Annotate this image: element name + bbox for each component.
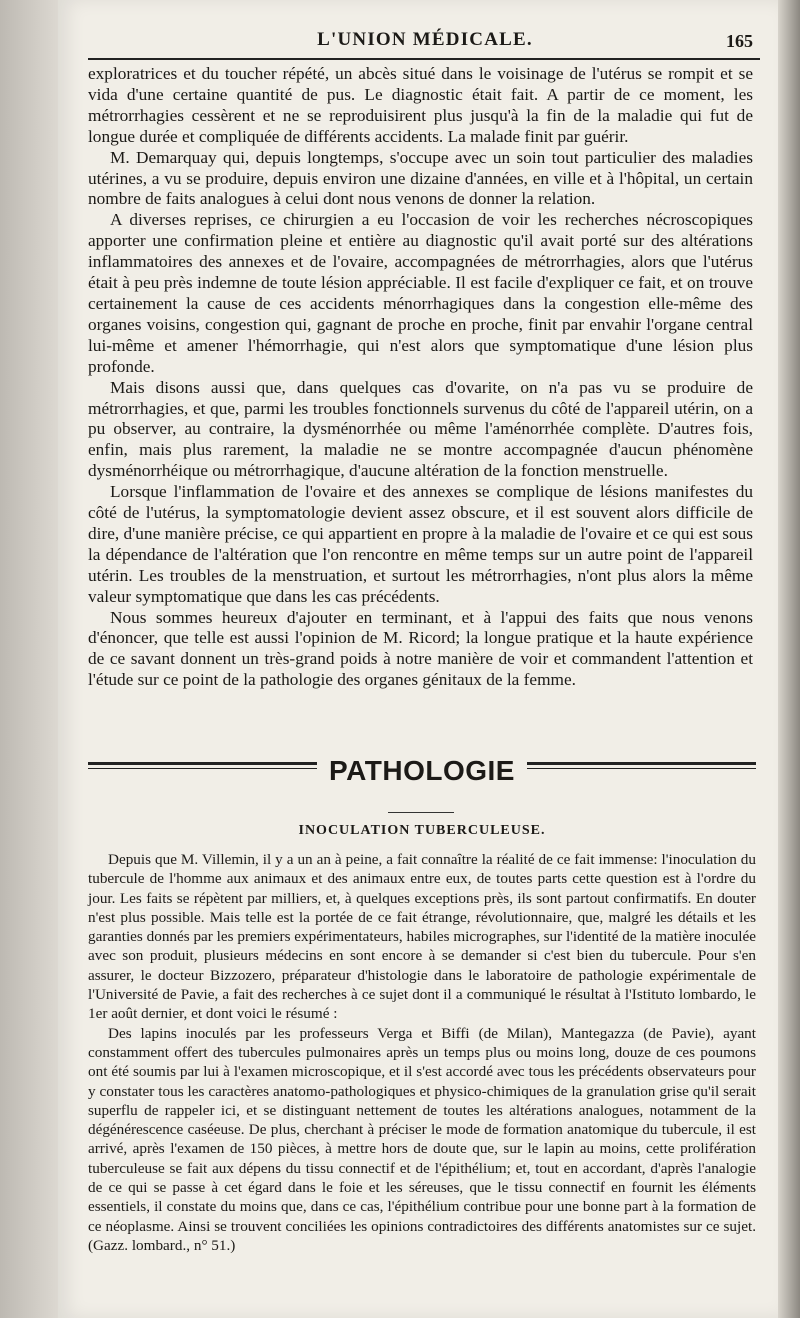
article-body — [88, 850, 756, 1255]
page-edge — [778, 0, 800, 1318]
paragraph: M. Demarquay qui, depuis longtemps, s'occupe avec un soin tout particulier des maladies utérines, a vu se produire, depuis environ une dizaine d'années, en ville et à l'hôpital, un certain nombre de faits analogues à celui dont nous venons de donner la relation. — [88, 147, 753, 209]
header-rule — [88, 58, 760, 60]
continued-article — [88, 64, 753, 691]
paragraph: Mais disons aussi que, dans quelques cas d'ovarite, on n'a pas vu se produire de métrorrhagies, et que, parmi les troubles fonctionnels survenus du côté de l'appareil utérin, on a pu observer, au contraire, la dysménorrhée ou même l'aménorrhée complète. D'autres fois, enfin, mais plus rarement, la maladie ne se montre accompagnée d'aucun phénomène dysménorrhéique ou métrorrhagique, d'aucune altération de la fonction menstruelle. — [88, 377, 753, 481]
page-header — [85, 25, 765, 55]
paragraph: Nous sommes heureux d'ajouter en terminant, et à l'appui des faits que nous venons d'énoncer, que telle est aussi l'opinion de M. Ricord; la longue pratique et la haute expérience de ce savant donnent un très-grand poids à notre manière de voir et commandent l'attention et l'étude sur ce point de la pathologie des organes génitaux de la femme. — [88, 607, 753, 690]
title-divider — [388, 812, 454, 813]
article-paragraph: Depuis que M. Villemin, il y a un an à peine, a fait connaître la réalité de ce fait immense: l'inoculation du tubercule de l'homme aux animaux et des animaux entre eux, de toutes parts cette question est à l'ordre du jour. Les faits se répètent par milliers, et, à quelques exceptions près, ils sont partout confirmatifs. En douter n'est plus possible. Mais telle est la portée de ce fait étrange, révolutionnaire, que, malgré les détails et les garanties donnés par les premiers expérimentateurs, habiles micrographes, sur l'identité de la matière inoculée avec son produit, plusieurs médecins en sont encore à se demander si c'est bien du tubercule. Pour s'en assurer, le docteur Bizzozero, préparateur d'histologie dans le laboratoire de pathologie expérimentale de l'Université de Pavie, a fait des recherches à ce sujet dont il a communiqué le résultat à l'Istituto lombardo, le 1er août dernier, et dont voici le résumé : — [88, 851, 756, 1023]
paragraph: exploratrices et du toucher répété, un abcès situé dans le voisinage de l'utérus se rompit et se vida d'une certaine quantité de pus. Le diagnostic était fait. A partir de ce moment, les métrorrhagies cessèrent et ne se reproduisirent plus jusqu'à la fin de la maladie qui fut de longue durée et compliquée de différents accidents. La malade finit par guérir. — [88, 64, 753, 146]
running-head: L'UNION MÉDICALE. — [317, 29, 533, 50]
paragraph: Lorsque l'inflammation de l'ovaire et des annexes se complique de lésions manifestes du côté de l'utérus, la symptomatologie devient assez obscure, et il est souvent alors difficile de dire, d'une manière précise, ce qui appartient en propre à la maladie de l'ovaire et ce qui est sous la dépendance de l'altération que l'on rencontre en même temps sur un autre point de l'appareil utérin. Les troubles de la menstruation, et surtout les métrorrhagies, n'ont plus alors la même valeur symptomatique que dans les cas précédents. — [88, 482, 753, 606]
page-number: 165 — [726, 31, 753, 51]
paragraph: A diverses reprises, ce chirurgien a eu l'occasion de voir les recherches nécroscopiques apporter une confirmation pleine et entière au diagnostic qu'il avait porté sur des altérations inflammatoires des annexes et de l'ovaire, accompagnées de métrorrhagies, alors que l'utérus était à peu près indemne de toute lésion appréciable. Il est facile d'expliquer ce fait, et on trouve certainement la cause de ces accidents ménorrhagiques dans la congestion elle-même des organes voisins, congestion qui, gagnant de proche en proche, finit par envahir l'organe central lui-même et amener l'hémorrhagie, qui n'est alors que symptomatique d'une lésion plus profonde. — [88, 210, 753, 376]
binding-gutter — [0, 0, 58, 1318]
section-heading-text: PATHOLOGIE — [317, 755, 527, 786]
article-title: INOCULATION TUBERCULEUSE. — [298, 823, 546, 838]
article-paragraph: Des lapins inoculés par les professeurs Verga et Biffi (de Milan), Mantegazza (de Pavie), ayant constamment offert des tubercules pulmonaires après un temps plus ou moins long, douze de ces poumons ont été soumis par lui à l'examen microscopique, et il s'est accordé avec tous les précédents observateurs pour y constater tous les caractères anatomo-pathologiques et physico-chimiques de la granulation grise qu'il serait superflu de rappeler ici, et se distinguant nettement de toutes les altérations analogues, notamment de la dégénérescence caséeuse. De plus, cherchant à préciser le mode de formation anatomique du tubercule, il est arrivé, après l'examen de 150 pièces, à mettre hors de doute que, sur le lapin au moins, cette prolifération tuberculeuse se fait aux dépens du tissu connectif et de l'épithélium; et, tout en accordant, d'après l'analogie de ce qui se passe à cet égard dans le foie et les séreuses, que le tissu connectif en fournit les éléments essentiels, il constate du moins que, dans ce cas, l'épithélium contribue pour une bonne part à la formation de ce néoplasme. Ainsi se trouvent conciliées les opinions contradictoires des différents anatomistes sur ce sujet. (Gazz. lombard., n° 51.) — [88, 1024, 756, 1254]
section-heading — [88, 752, 756, 784]
